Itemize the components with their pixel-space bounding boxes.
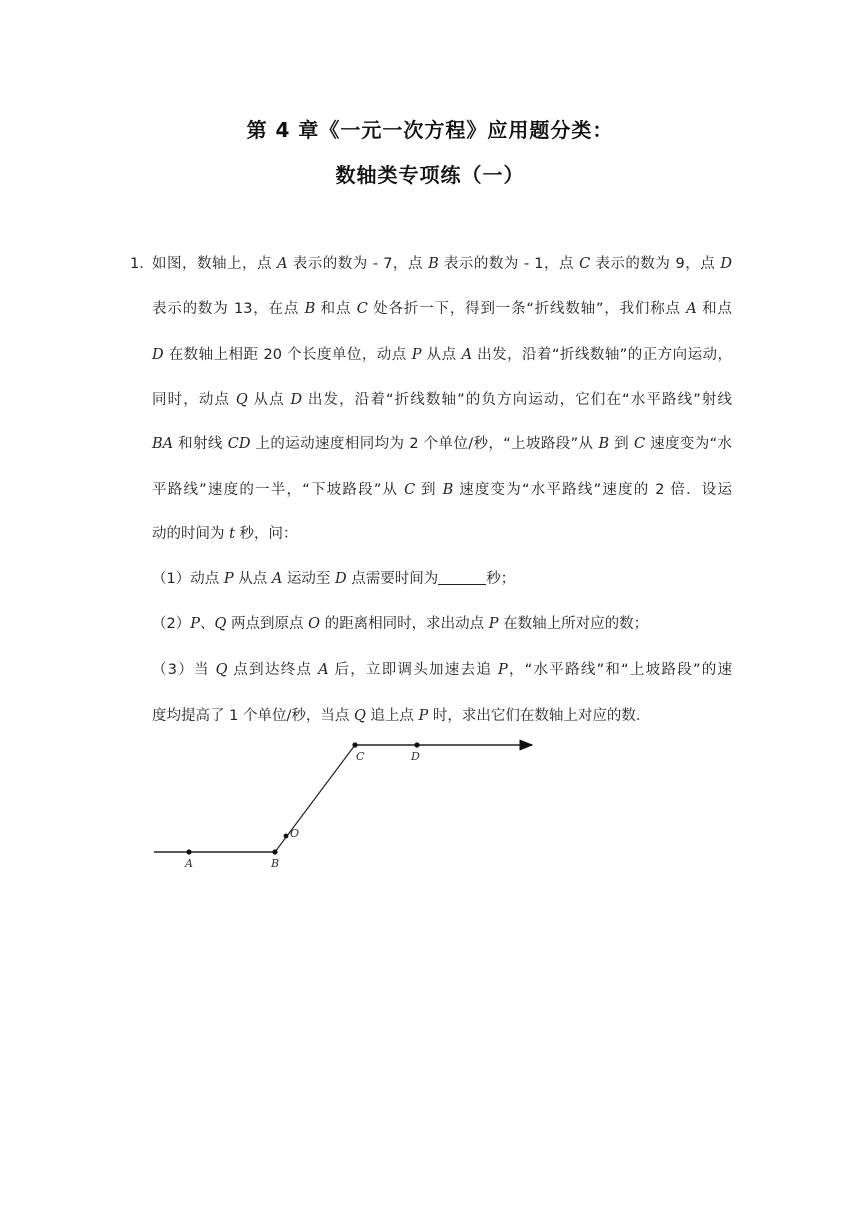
- sub-question-1: （1）动点 P 从点 A 运动至 D 点需要时间为 秒；: [152, 571, 516, 587]
- label-b: B: [271, 857, 280, 870]
- math-variable: D: [720, 256, 732, 272]
- math-variable: B: [428, 256, 439, 272]
- math-variable: B: [304, 301, 316, 317]
- math-variable: Q: [215, 662, 228, 678]
- math-variable: D: [290, 392, 303, 408]
- problem-line-5: BA 和射线 CD 上的运动速度相同均为 2 个单位/秒，“上坡路段”从 B 到 C 速度变为“水: [152, 436, 732, 452]
- problem-line-1: 如图，数轴上，点 A 表示的数为 - 7，点 B 表示的数为 - 1，点 C 表示的数为 9，点 D: [152, 256, 732, 272]
- sub-question-3-line-1: （3）当 Q 点到达终点 A 后，立即调头加速去追 P，“水平路线”和“上坡路段”的速: [152, 662, 733, 678]
- point-b: [272, 849, 277, 854]
- problem-line-6: 平路线”速度的一半，“下坡路段”从 C 到 B 速度变为“水平路线”速度的 2 倍．设运: [152, 482, 733, 498]
- math-variable: P: [497, 662, 508, 678]
- math-variable: P: [488, 616, 499, 632]
- math-variable: B: [442, 482, 454, 498]
- math-variable: O: [308, 616, 320, 632]
- math-variable: A: [461, 347, 473, 363]
- point-c: [352, 742, 357, 747]
- problem-number: 1．: [130, 256, 154, 272]
- math-variable: CD: [227, 436, 251, 452]
- point-o: [284, 834, 289, 839]
- chapter-title: 第 4 章《一元一次方程》应用题分类：: [246, 118, 614, 142]
- problem-line-7: 动的时间为 t 秒，问：: [152, 526, 298, 542]
- label-o: O: [290, 827, 300, 840]
- sub-question-3-line-2: 度均提高了 1 个单位/秒，当点 Q 追上点 P 时，求出它们在数轴上对应的数．: [152, 708, 651, 724]
- math-variable: Q: [235, 392, 248, 408]
- math-variable: A: [271, 571, 283, 587]
- label-c: C: [356, 750, 365, 763]
- math-variable: P: [223, 571, 234, 587]
- math-variable: B: [598, 436, 610, 452]
- math-variable: Q: [214, 616, 227, 632]
- math-variable: A: [686, 301, 697, 317]
- math-variable: t: [229, 526, 235, 542]
- label-a: A: [185, 857, 193, 870]
- math-variable: BA: [152, 436, 174, 452]
- problem-line-2: 表示的数为 13，在点 B 和点 C 处各折一下，得到一条“折线数轴”，我们称点 A 和点: [152, 301, 732, 317]
- math-variable: Q: [353, 708, 366, 724]
- math-variable: P: [190, 616, 200, 632]
- point-d: [414, 742, 419, 747]
- label-d: D: [411, 750, 420, 763]
- math-variable: P: [411, 347, 422, 363]
- point-a: [186, 849, 191, 854]
- math-variable: D: [152, 347, 164, 363]
- math-variable: C: [404, 482, 416, 498]
- math-variable: A: [277, 256, 288, 272]
- math-variable: A: [318, 662, 329, 678]
- sub-question-2: （2）P、Q 两点到原点 O 的距离相同时，求出动点 P 在数轴上所对应的数；: [152, 616, 649, 632]
- math-variable: C: [579, 256, 591, 272]
- problem-line-4: 同时，动点 Q 从点 D 出发，沿着“折线数轴”的负方向运动，它们在“水平路线”射线: [152, 392, 733, 408]
- math-variable: C: [633, 436, 646, 452]
- math-variable: P: [418, 708, 429, 724]
- math-variable: D: [335, 571, 347, 587]
- math-variable: C: [356, 301, 368, 317]
- problem-line-3: D 在数轴上相距 20 个长度单位，动点 P 从点 A 出发，沿着“折线数轴”的正方向运动，: [152, 347, 733, 363]
- section-title: 数轴类专项练（一）: [335, 163, 525, 187]
